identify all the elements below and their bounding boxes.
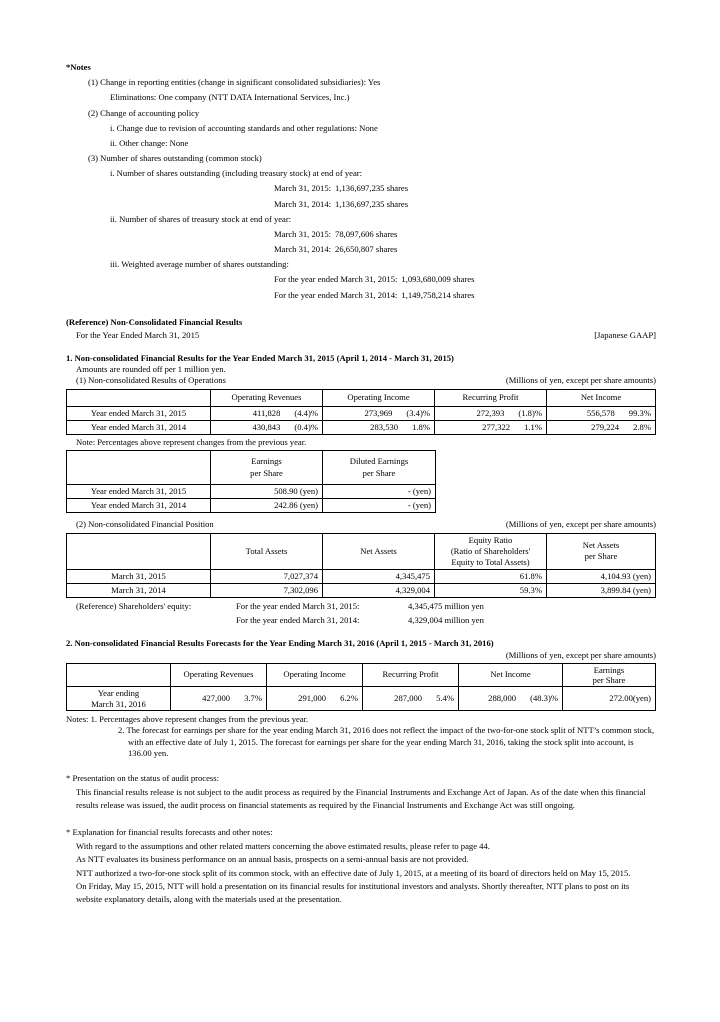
- note-2: (2) Change of accounting policy: [88, 107, 200, 118]
- rounding-note: Amounts are rounded off per 1 million yen.: [76, 364, 226, 375]
- equity-2015: (Reference) Shareholders' equity: For the year ended March 31, 2015: 4,345,475 million yen: [76, 600, 484, 611]
- operations-table: [66, 389, 656, 435]
- note-3-ii: ii. Number of shares of treasury stock at end of year:: [110, 213, 292, 224]
- gaap-label: [Japanese GAAP]: [594, 329, 656, 340]
- weighted-average-2014: For the year ended March 31, 2014: 1,149,758,214 shares: [274, 289, 475, 300]
- forecast-note-2: 2. The forecast for earnings per share for the year ending March 31, 2016 does not reflect the impact of the two-for-one stock split of NTT’s common stock, with an effective date of July 1, 2015. The forecast for earnings per share for the year ending March 31, 2016, taking the stock split into account, is 136.00 yen.: [118, 725, 655, 758]
- shares-outstanding-2014: March 31, 2014: 1,136,697,235 shares: [274, 198, 409, 209]
- header-operating-income: Operating Income: [323, 389, 435, 406]
- equity-2014: For the year ended March 31, 2014: 4,329,004 million yen: [236, 615, 484, 626]
- blank-header: [67, 389, 211, 406]
- row-label: Year ended March 31, 2014: [67, 420, 211, 434]
- table-row: March 31, 2015 7,027,374 4,345,475 61.8% 4,104.93 (yen): [67, 569, 656, 583]
- note-1: (1) Change in reporting entities (change in significant consolidated subsidiaries): Yes: [88, 77, 381, 88]
- header-diluted-eps: Diluted Earnings per Share: [323, 451, 436, 485]
- audit-title: * Presentation on the status of audit process:: [66, 772, 219, 783]
- shares-outstanding-2015: March 31, 2015: 1,136,697,235 shares: [274, 183, 409, 194]
- treasury-stock-2015: March 31, 2015: 78,097,606 shares: [274, 228, 398, 239]
- row-label: Year ended March 31, 2015: [67, 406, 211, 420]
- header-operating-revenues: Operating Revenues: [211, 389, 323, 406]
- header-recurring-profit: Recurring Profit: [435, 389, 547, 406]
- audit-text: This financial results release is not subject to the audit process as required by the Financial Instruments and Exchange Act of Japan. As of the date when this financial results release was issued, the audit process on financial statements as required by the Financial Instruments and Exchange Act was still ongoing.: [76, 787, 646, 811]
- explanation-p3: NTT authorized a two-for-one stock split of its common stock, with an effective date of July 1, 2015, at a meeting of its board of directors held on May 15, 2015.: [76, 867, 631, 878]
- operations-note: Note: Percentages above represent changes from the previous year.: [76, 436, 307, 447]
- note-1-sub: Eliminations: One company (NTT DATA International Services, Inc.): [110, 92, 350, 103]
- header-net-assets-per-share: Net Assets per Share: [547, 533, 656, 569]
- position-title: (2) Non-consolidated Financial Position: [76, 519, 214, 530]
- note-3: (3) Number of shares outstanding (common stock): [88, 153, 262, 164]
- header-net-income: Net Income: [547, 389, 656, 406]
- explanation-p2: As NTT evaluates its business performance on an annual basis, prospects on a semi-annual basis are not provided.: [76, 854, 469, 865]
- note-2-i: i. Change due to revision of accounting standards and other regulations: None: [110, 122, 378, 133]
- blank-header: [67, 533, 211, 569]
- reference-title: (Reference) Non-Consolidated Financial Results: [66, 316, 243, 327]
- table-row: Year ending March 31, 2016 427,000 3.7% 291,000 6.2% 287,000 5.4% 288,000 (48.3)% 272.00(yen): [67, 687, 656, 711]
- header-eps: Earnings per Share: [211, 451, 323, 485]
- table-row: Year ended March 31, 2014 430,843 (0.4)% 283,530 1.8% 277,322 1.1% 279,224 2.8%: [67, 420, 656, 434]
- forecast-table: Operating Revenues Operating Income Recurring Profit Net Income Earnings per Share Year ending March 31, 2016 427,000 3.7% 291,000 6.2% 287,000 5.4% 288,000 (48.3)% 272.00(yen): [66, 663, 656, 712]
- header-net-assets: Net Assets: [323, 533, 435, 569]
- table-row: Year ended March 31, 2014 242.86 (yen) - (yen): [67, 499, 436, 513]
- treasury-stock-2014: March 31, 2014: 26,650,807 shares: [274, 244, 398, 255]
- table-row: Year ended March 31, 2015 508.90 (yen) - (yen): [67, 485, 436, 499]
- document-page: [66, 62, 656, 907]
- blank-header: [67, 451, 211, 485]
- operations-title: (1) Non-consolidated Results of Operations: [76, 375, 226, 386]
- reference-subtitle: For the Year Ended March 31, 2015: [76, 329, 200, 340]
- table-row: Year ended March 31, 2015 411,828 (4.4)% 273,969 (3.4)% 272,393 (1.8)% 556,578 99.3%: [67, 406, 656, 420]
- eps-table: [66, 450, 436, 513]
- section-1-title: 1. Non-consolidated Financial Results for the Year Ended March 31, 2015 (April 1, 2014 - March 31, 2015): [66, 353, 454, 364]
- position-units: (Millions of yen, except per share amounts): [505, 519, 656, 530]
- note-2-ii: ii. Other change: None: [110, 137, 189, 148]
- explanation-title: * Explanation for financial results forecasts and other notes:: [66, 826, 273, 837]
- forecast-units: (Millions of yen, except per share amounts): [505, 649, 656, 660]
- header-equity-ratio: Equity Ratio (Ratio of Shareholders' Equity to Total Assets): [435, 533, 547, 569]
- explanation-p4: On Friday, May 15, 2015, NTT will hold a presentation on its financial results for institutional investors and analysts. Shortly thereafter, NTT plans to post on its website explanatory details, along with the materials used at the presentation.: [76, 880, 630, 905]
- operations-units: (Millions of yen, except per share amounts): [505, 375, 656, 386]
- table-row: March 31, 2014 7,302,096 4,329,004 59.3% 3,899.84 (yen): [67, 583, 656, 597]
- forecast-note-1: Notes: 1. Percentages above represent changes from the previous year.: [66, 714, 309, 725]
- position-table: [66, 533, 656, 598]
- notes-heading: *Notes: [66, 62, 91, 72]
- weighted-average-2015: For the year ended March 31, 2015: 1,093,680,009 shares: [274, 274, 475, 285]
- note-3-i: i. Number of shares outstanding (including treasury stock) at end of year:: [110, 168, 363, 179]
- section-2-title: 2. Non-consolidated Financial Results Forecasts for the Year Ending March 31, 2016 (April 1, 2015 - March 31, 2016): [66, 638, 494, 649]
- header-total-assets: Total Assets: [211, 533, 323, 569]
- note-3-iii: iii. Weighted average number of shares outstanding:: [110, 259, 289, 270]
- explanation-p1: With regard to the assumptions and other related matters concerning the above estimated results, please refer to page 44.: [76, 840, 490, 851]
- blank-header: [67, 663, 171, 687]
